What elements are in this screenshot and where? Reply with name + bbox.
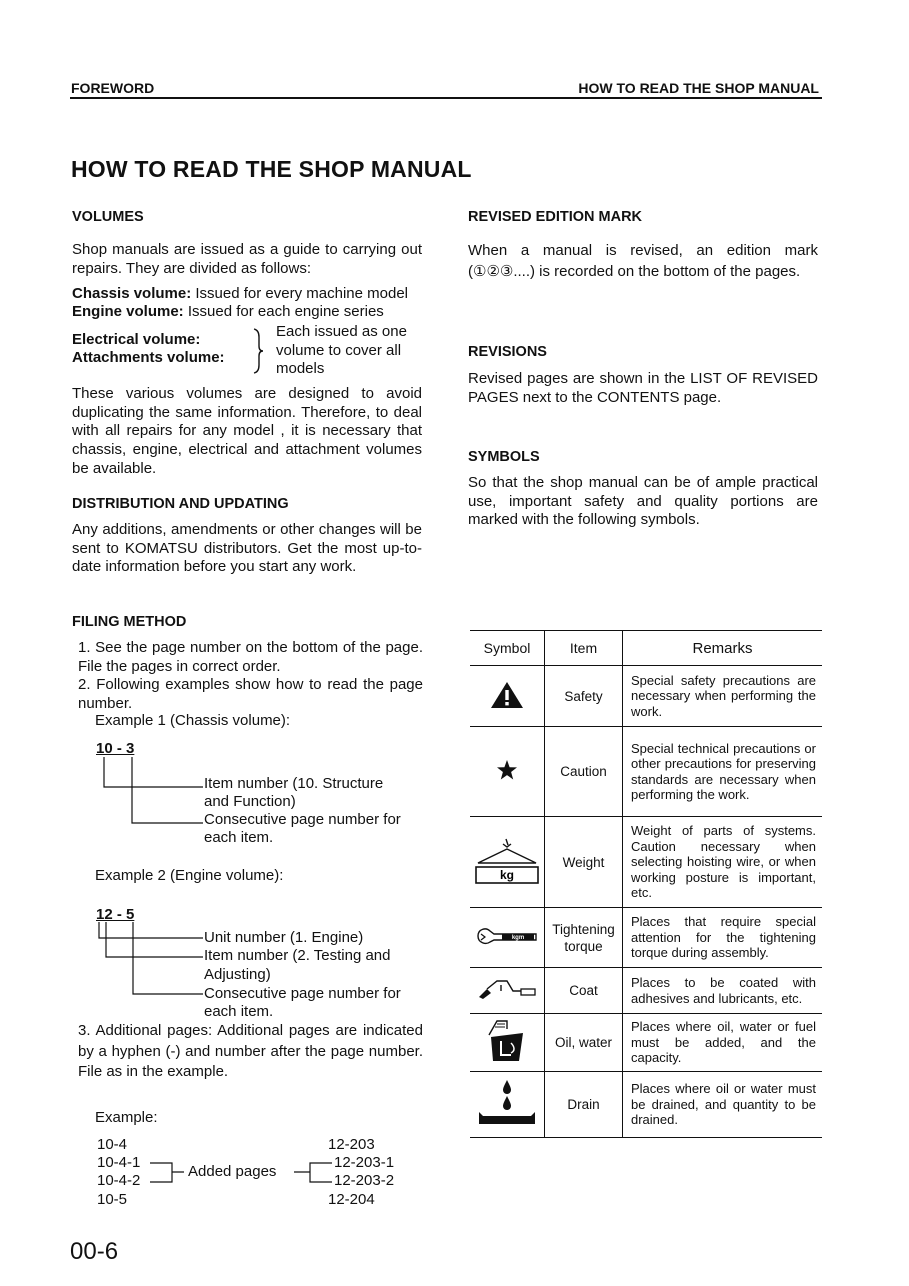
header-left: FOREWORD <box>71 80 155 96</box>
volumes-heading: VOLUMES <box>72 209 144 225</box>
engine-text: Issued for each engine series <box>187 303 384 320</box>
table-row <box>470 1072 822 1138</box>
page-number: 00-6 <box>70 1238 119 1265</box>
table-row <box>470 666 822 727</box>
example-2-line-4: Consecutive page number for <box>204 985 401 1002</box>
remarks-cell: Special technical precautions or other precautions for preserving standards are necessary when performing the work. <box>623 727 823 817</box>
filing-step-2: 2. Following examples show how to read the page number. <box>78 676 423 712</box>
table-row <box>470 908 822 968</box>
example-2-label: Example 2 (Engine volume): <box>95 867 284 884</box>
symbol-cell <box>470 1072 545 1138</box>
example-2-line-1: Unit number (1. Engine) <box>204 929 364 946</box>
example-2-line-3: Adjusting) <box>204 966 271 983</box>
item-cell: Weight <box>545 817 623 908</box>
brace-line-2: volume to cover all <box>276 342 402 359</box>
item-cell: Drain <box>545 1072 623 1138</box>
symbols-heading: SYMBOLS <box>468 449 540 465</box>
chassis-label: Chassis volume: <box>72 285 192 302</box>
page-title: HOW TO READ THE SHOP MANUAL <box>71 156 472 182</box>
electrical-label: Electrical volume: <box>72 331 201 348</box>
example-1-line-4: each item. <box>204 829 274 846</box>
example-1-line-2: and Function) <box>204 793 296 810</box>
filing-step-1: 1. See the page number on the bottom of the page. File the pages in correct order. <box>78 639 423 675</box>
filing-step-3: 3. Additional pages: Additional pages are indicated by a hyphen (-) and number after the page number. File as in the example. <box>78 1022 423 1080</box>
page-10-4-1: 10-4-1 <box>97 1154 141 1171</box>
brace-line-1: Each issued as one <box>276 323 407 340</box>
remarks-cell: Places where oil or water must be drained, and quantity to be drained. <box>623 1072 823 1138</box>
torque-wrench-icon <box>476 925 538 947</box>
symbol-cell <box>470 666 545 727</box>
remarks-cell: Weight of parts of systems. Caution necessary when selecting hoisting wire, or when working posture is important, etc. <box>623 817 823 908</box>
remarks-cell: Places that require special attention for the tightening torque during assembly. <box>623 908 823 968</box>
volumes-body: These various volumes are designed to avoid duplicating the same information. Therefore, to deal with all repairs for any model , it is necessary that chassis, engine, electrical and attachment volumes be available. <box>72 385 422 477</box>
distribution-body: Any additions, amendments or other changes will be sent to KOMATSU distributors. Get the most up-to-date information before you start any work. <box>72 521 422 576</box>
example-2-line-2: Item number (2. Testing and <box>204 947 391 964</box>
example-2-line-5: each item. <box>204 1003 274 1020</box>
item-cell: Coat <box>545 968 623 1014</box>
coat-brush-icon <box>477 977 537 1001</box>
table-header-row <box>470 631 822 666</box>
header-right: HOW TO READ THE SHOP MANUAL <box>578 80 819 96</box>
brace-symbol <box>250 327 266 375</box>
remarks-cell: Places where oil, water or fuel must be added, and the capacity. <box>623 1014 823 1072</box>
symbols-table <box>470 630 822 1138</box>
header-item: Item <box>545 631 623 666</box>
table-row <box>470 1014 822 1072</box>
distribution-heading: DISTRIBUTION AND UPDATING <box>72 496 289 512</box>
example-1-code: 10 - 3 <box>96 740 135 757</box>
item-cell: Oil, water <box>545 1014 623 1072</box>
oil-can-icon <box>483 1019 531 1063</box>
page-12-203-2: 12-203-2 <box>334 1172 395 1189</box>
symbols-body: So that the shop manual can be of ample practical use, important safety and quality portions are marked with the following symbols. <box>468 474 818 529</box>
revised-heading: REVISED EDITION MARK <box>468 209 643 225</box>
symbol-cell <box>470 727 545 817</box>
remarks-cell: Places to be coated with adhesives and lubricants, etc. <box>623 968 823 1014</box>
example-1-label: Example 1 (Chassis volume): <box>95 712 291 729</box>
revisions-heading: REVISIONS <box>468 344 547 360</box>
header-rule <box>70 97 822 99</box>
example-label: Example: <box>95 1109 158 1126</box>
weight-kg-icon <box>474 837 540 885</box>
item-cell: Safety <box>545 666 623 727</box>
header-remarks: Remarks <box>623 631 823 666</box>
item-cell: Caution <box>545 727 623 817</box>
page-12-203: 12-203 <box>328 1136 375 1153</box>
brace-line-3: models <box>276 360 325 377</box>
symbol-cell <box>470 1014 545 1072</box>
weight-kg-label: kg <box>499 867 515 882</box>
chassis-line <box>72 285 432 304</box>
example-2-code: 12 - 5 <box>96 906 135 923</box>
example-1-line-1: Item number (10. Structure <box>204 775 384 792</box>
page-12-204: 12-204 <box>328 1191 375 1208</box>
header-symbol: Symbol <box>470 631 545 666</box>
symbol-cell <box>470 968 545 1014</box>
attachments-label: Attachments volume: <box>72 349 225 366</box>
example-1-line-3: Consecutive page number for <box>204 811 401 828</box>
filing-heading: FILING METHOD <box>72 614 187 630</box>
table-row <box>470 968 822 1014</box>
symbol-cell <box>470 908 545 968</box>
page-10-4-2: 10-4-2 <box>97 1172 141 1189</box>
page-12-203-1: 12-203-1 <box>334 1154 395 1171</box>
volumes-intro: Shop manuals are issued as a guide to carrying out repairs. They are divided as follows: <box>72 241 422 277</box>
remarks-cell: Special safety precautions are necessary when performing the work. <box>623 666 823 727</box>
engine-line <box>72 303 432 322</box>
drain-icon <box>476 1078 538 1128</box>
page-10-4: 10-4 <box>97 1136 128 1153</box>
added-pages-label: Added pages <box>188 1163 277 1180</box>
table-row <box>470 817 822 908</box>
example-2-leader-lines <box>95 922 205 1002</box>
revised-body: When a manual is revised, an edition mark (①②③....) is recorded on the bottom of the pages. <box>468 242 818 280</box>
torque-kgm-label: kgm <box>511 935 525 941</box>
page-10-5: 10-5 <box>97 1191 128 1208</box>
table-row <box>470 727 822 817</box>
revisions-body: Revised pages are shown in the LIST OF REVISED PAGES next to the CONTENTS page. <box>468 370 818 406</box>
safety-warning-icon <box>490 681 524 709</box>
engine-label: Engine volume: <box>72 303 184 320</box>
item-cell: Tightening torque <box>545 908 623 968</box>
chassis-text: Issued for every machine model <box>195 285 408 302</box>
star-icon <box>496 759 518 781</box>
symbol-cell <box>470 817 545 908</box>
example-1-leader-lines <box>95 757 205 827</box>
